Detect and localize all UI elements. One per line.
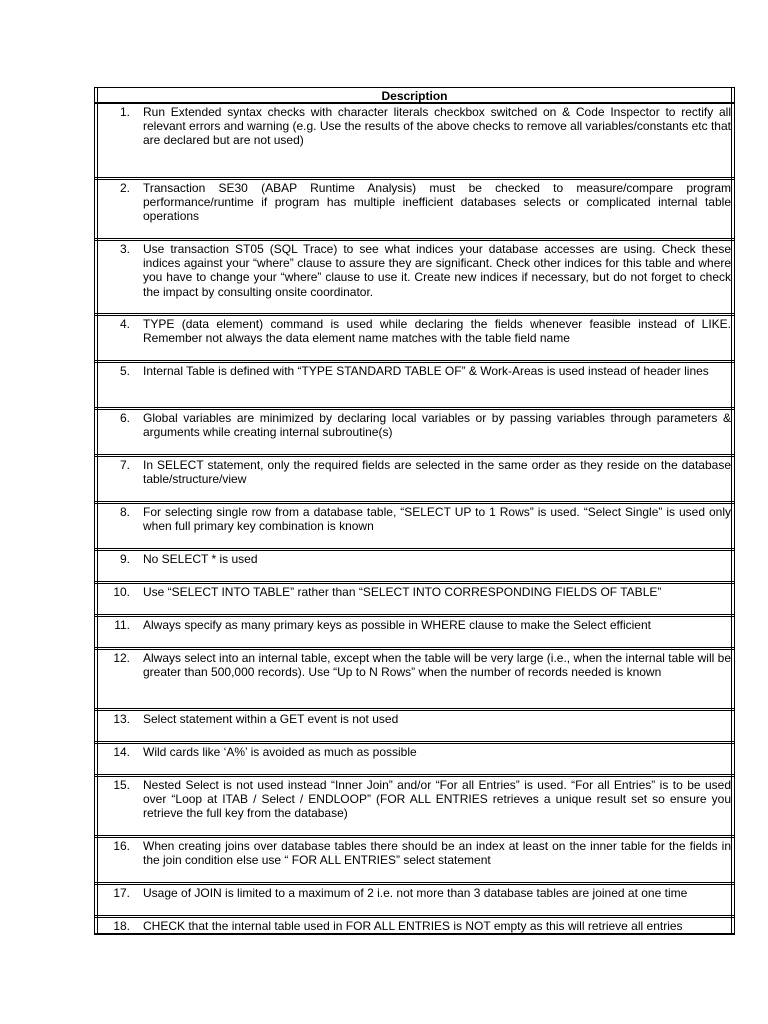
item-number: 13. [113,712,130,726]
table-header [95,88,734,104]
item-number: 15. [113,778,130,792]
header-description: Description [381,89,448,103]
item-text: Global variables are minimized by declaring local variables or by passing variables through parameters & arguments while creating internal subroutine(s) [143,411,731,440]
item-text: In SELECT statement, only the required fields are selected in the same order as they reside on the database table/structure/view [143,458,731,487]
table-row [95,838,734,885]
item-text: Always select into an internal table, except when the table will be very large (i.e., when the internal table will be greater than 500,000 records). Use “Up to N Rows” when the number of records needed is known [143,651,731,680]
table-row [95,918,734,934]
table-row [95,617,734,650]
item-text: CHECK that the internal table used in FOR ALL ENTRIES is NOT empty as this will retrieve all entries [143,919,683,933]
item-text: No SELECT * is used [143,552,258,566]
item-text: Use transaction ST05 (SQL Trace) to see what indices your database accesses are using. Check these indices against your “where” clause to assure they are significant. Check other indices for this table and where you have to change your “where” clause to use it. Create new indices if necessary, but do not forget to check the impact by consulting onsite coordinator. [143,242,731,299]
item-number: 3. [119,242,130,256]
table-row [95,777,734,838]
item-number: 5. [119,364,130,378]
item-text: Nested Select is not used instead “Inner Join” and/or “For all Entries” is used. “For all Entries” is to be used over “Loop at ITAB / Select / ENDLOOP” (FOR ALL ENTRIES retrieves a unique result set so ensure you retrieve the full key from the database) [143,778,731,821]
table-row [95,363,734,410]
item-text: Usage of JOIN is limited to a maximum of 2 i.e. not more than 3 database tables are joined at one time [143,886,688,900]
table-row [95,885,734,918]
item-text: Wild cards like ‘A%’ is avoided as much as possible [143,745,417,759]
item-text: Always specify as many primary keys as possible in WHERE clause to make the Select efficient [143,618,651,632]
item-text: Use “SELECT INTO TABLE” rather than “SELECT INTO CORRESPONDING FIELDS OF TABLE” [143,585,662,599]
item-number: 1. [119,105,130,119]
item-number: 7. [119,458,130,472]
item-text: When creating joins over database tables there should be an index at least on the inner table for the fields in the join condition else use “ FOR ALL ENTRIES” select statement [143,839,731,868]
table-row [95,504,734,551]
table-row [95,551,734,584]
item-number: 17. [113,886,130,900]
item-number: 9. [119,552,130,566]
description-table [94,87,735,935]
table-row [95,316,734,363]
item-number: 6. [119,411,130,425]
item-text: For selecting single row from a database table, “SELECT UP to 1 Rows” is used. “Select Single” is used only when full primary key combination is known [143,505,731,534]
item-number: 8. [119,505,130,519]
item-text: TYPE (data element) command is used while declaring the fields whenever feasible instead of LIKE. Remember not always the data element name matches with the table field name [143,317,731,346]
table-body [95,104,734,934]
item-number: 12. [113,651,130,665]
item-number: 2. [119,181,130,195]
item-number: 18. [113,919,130,933]
item-number: 14. [113,745,130,759]
table-row [95,650,734,711]
table-row [95,180,734,241]
table-row [95,104,734,180]
item-number: 16. [113,839,130,853]
item-text: Internal Table is defined with “TYPE STANDARD TABLE OF” & Work-Areas is used instead of header lines [143,364,709,378]
table-row [95,584,734,617]
item-text: Run Extended syntax checks with character literals checkbox switched on & Code Inspector to rectify all relevant errors and warning (e.g. Use the results of the above checks to remove all variables/constants etc that are declared but are not used) [143,105,731,148]
item-text: Select statement within a GET event is not used [143,712,399,726]
item-text: Transaction SE30 (ABAP Runtime Analysis) must be checked to measure/compare program performance/runtime if program has multiple inefficient databases selects or complicated internal table operations [143,181,731,224]
item-number: 11. [114,618,130,632]
table-row [95,711,734,744]
table-row [95,457,734,504]
table-row [95,744,734,777]
item-number: 10. [113,585,130,599]
item-number: 4. [119,317,130,331]
table-row [95,410,734,457]
table-row [95,241,734,316]
